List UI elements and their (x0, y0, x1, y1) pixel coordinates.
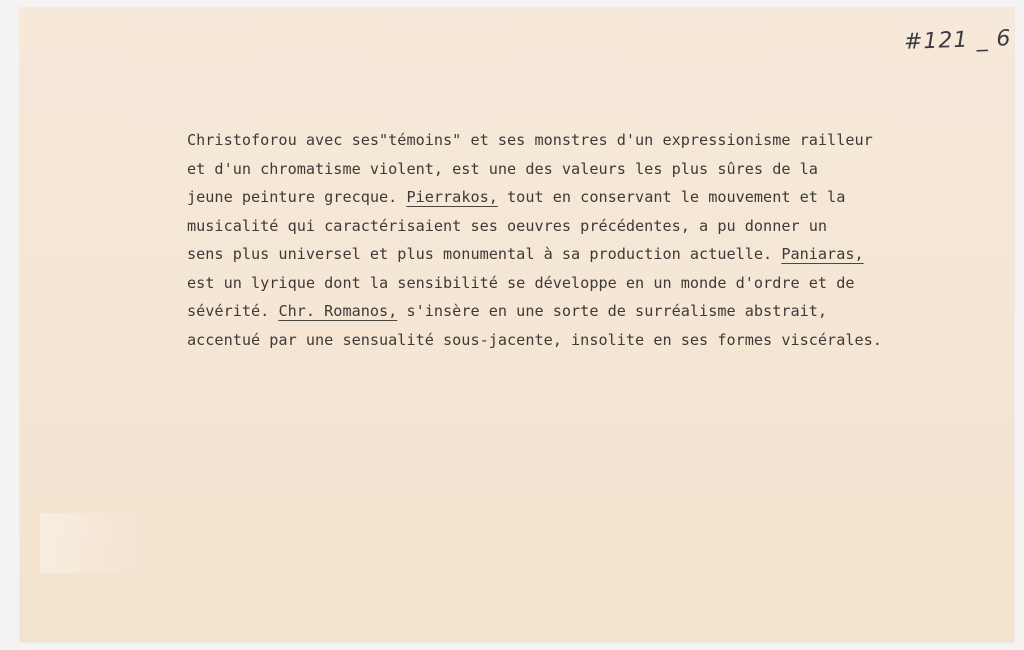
typed-paragraph (187, 126, 987, 354)
text-line (187, 155, 987, 184)
text-line (187, 212, 987, 241)
text-segment: musicalité qui caractérisaient ses oeuvres précédentes, a pu donner un (187, 216, 828, 235)
paper-fold (40, 513, 150, 573)
text-segment: sens plus universel et plus monumental à sa production actuelle. (187, 245, 782, 263)
text-line (187, 297, 987, 326)
text-segment: jeune peinture grecque. (187, 188, 407, 206)
text-segment: et d'un chromatisme violent, est une des valeurs les plus sûres de la (187, 159, 818, 178)
underlined-name: Pierrakos, (406, 188, 498, 206)
text-segment: Christoforou avec ses"témoins" et ses monstres d'un expressionisme railleur (187, 131, 873, 149)
underlined-name: Paniaras, (781, 245, 864, 263)
text-segment: sévérité. (187, 302, 279, 320)
text-segment: accentué par une sensualité sous-jacente, insolite en ses formes viscérales. (187, 330, 882, 349)
text-line (187, 126, 987, 155)
underlined-name: Chr. Romanos, (278, 302, 398, 320)
text-segment: s'insère en une sorte de surréalisme abstrait, (397, 302, 828, 320)
text-line (187, 326, 987, 355)
text-line (187, 240, 987, 269)
text-segment: tout en conservant le mouvement et la (497, 188, 846, 206)
text-line (187, 269, 987, 298)
text-segment: est un lyrique dont la sensibilité se développe en un monde d'ordre et de (187, 273, 855, 292)
archive-number: #121 _ 6 (903, 26, 1012, 55)
document-page (20, 8, 1014, 642)
text-line (187, 183, 987, 212)
